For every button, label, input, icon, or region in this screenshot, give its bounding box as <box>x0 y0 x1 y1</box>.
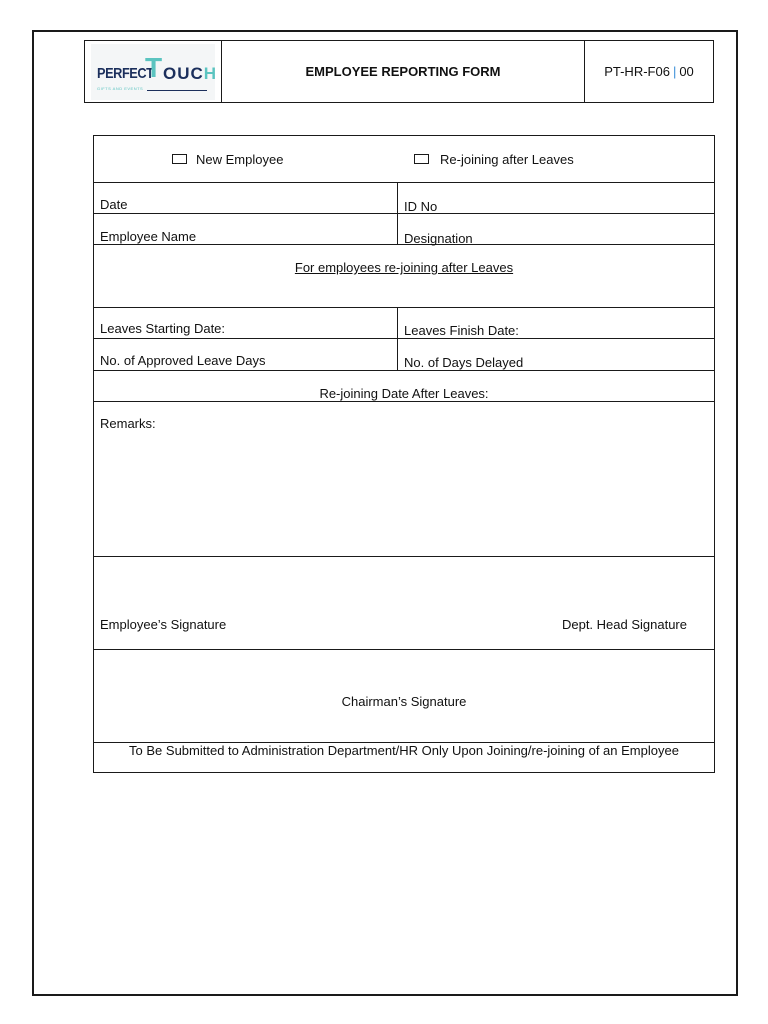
employee-name-field-label: Employee Name <box>100 229 197 244</box>
designation-field-label: Designation <box>404 231 473 246</box>
logo-word-perfect: PERFECT <box>97 64 154 82</box>
logo-underline <box>147 90 207 91</box>
leaves-finish-label: Leaves Finish Date: <box>404 323 519 338</box>
form-title: EMPLOYEE REPORTING FORM <box>222 41 585 102</box>
date-field-label: Date <box>100 197 128 212</box>
reporting-form-table <box>93 135 715 773</box>
logo-ouch-part: OUC <box>163 63 204 83</box>
employee-signature-label: Employee’s Signature <box>100 617 227 632</box>
form-code: PT-HR-F06 <box>604 64 670 79</box>
logo-word-ouch <box>163 64 217 84</box>
row-divider <box>94 649 714 650</box>
rejoining-label: Re-joining after Leaves <box>440 152 574 167</box>
column-divider <box>397 307 398 370</box>
leaves-start-label: Leaves Starting Date: <box>100 321 226 336</box>
row-divider <box>94 338 714 339</box>
days-delayed-label: No. of Days Delayed <box>404 355 524 370</box>
row-divider <box>94 556 714 557</box>
chairman-signature-label: Chairman’s Signature <box>341 694 467 709</box>
new-employee-label: New Employee <box>196 152 284 167</box>
rejoin-section-title: For employees re-joining after Leaves <box>294 260 514 275</box>
form-code-cell <box>585 41 713 102</box>
row-divider <box>94 401 714 402</box>
row-divider <box>94 307 714 308</box>
form-revision: 00 <box>679 64 694 79</box>
rejoining-checkbox[interactable] <box>414 154 429 164</box>
form-header <box>84 40 714 103</box>
id-no-field-label: ID No <box>404 199 438 214</box>
submission-note: To Be Submitted to Administration Department/HR Only Upon Joining/re-joining of an Employee <box>129 743 679 758</box>
dept-head-signature-label: Dept. Head Signature <box>561 617 687 632</box>
column-divider <box>397 182 398 244</box>
rejoining-date-label: Re-joining Date After Leaves: <box>319 386 489 401</box>
remarks-label: Remarks: <box>100 416 156 431</box>
new-employee-checkbox[interactable] <box>172 154 187 164</box>
approved-days-label: No. of Approved Leave Days <box>100 353 266 368</box>
code-separator: | <box>672 64 677 79</box>
row-divider <box>94 370 714 371</box>
row-divider <box>94 182 714 183</box>
company-logo <box>91 44 218 100</box>
logo-h-part: H <box>203 63 218 83</box>
logo-tagline: GIFTS AND EVENTS <box>97 85 144 91</box>
logo-cell <box>85 41 222 102</box>
logo-letter-t: T <box>145 51 163 83</box>
